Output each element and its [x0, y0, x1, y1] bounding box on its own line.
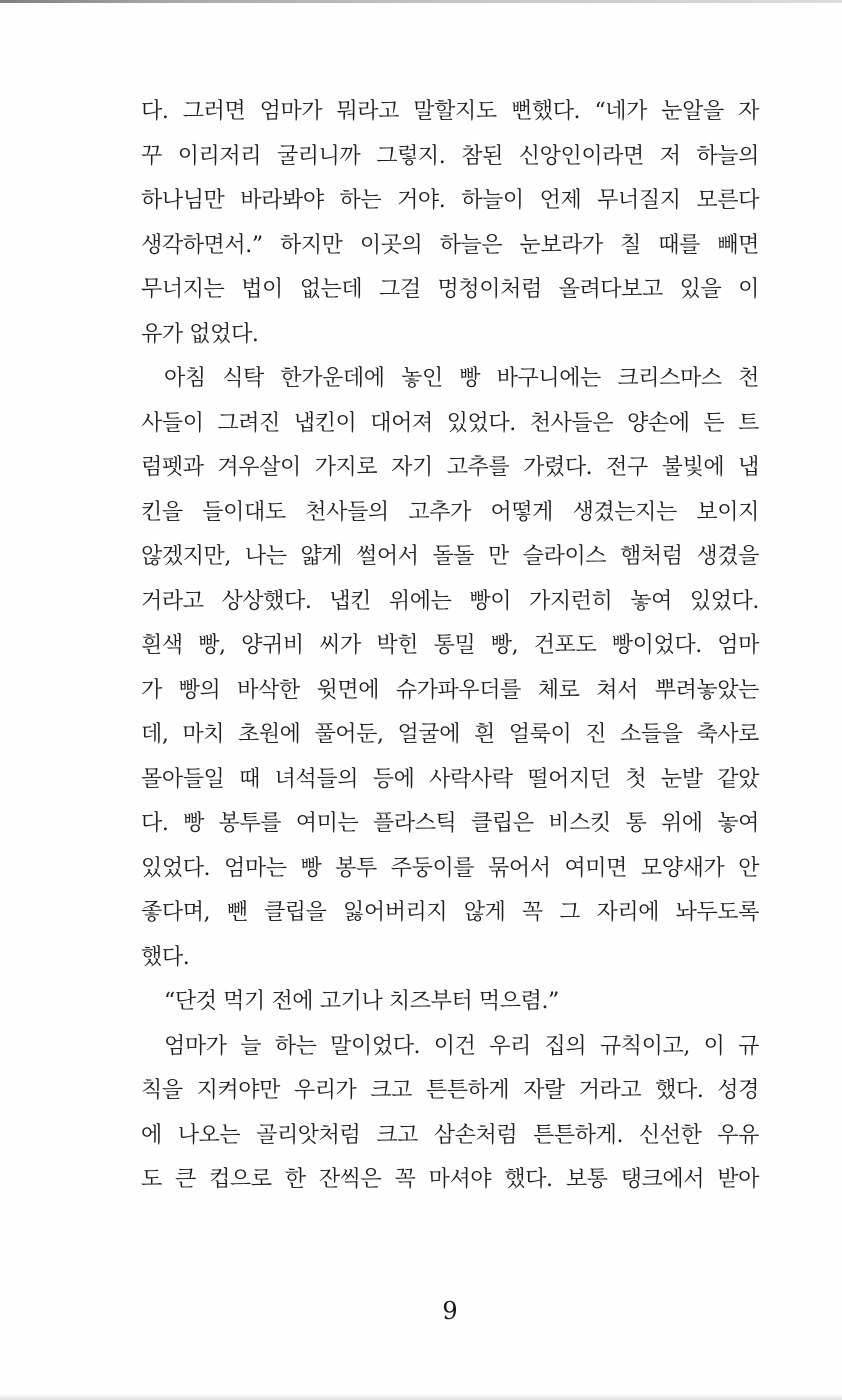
text-line: 유가 없었다. [141, 321, 259, 347]
text-line: 생각하면서.” 하지만 이곳의 하늘은 눈보라가 칠 때를 빼면 [141, 232, 759, 258]
text-line: 다. 그러면 엄마가 뭐라고 말할지도 뻔했다. “네가 눈알을 자 [141, 99, 759, 124]
text-line: 않겠지만, 나는 얇게 썰어서 돌돌 만 슬라이스 햄처럼 생겼을 [141, 544, 759, 569]
text-line: 데, 마치 초원에 풀어둔, 얼굴에 흰 얼룩이 진 소들을 축사로 [141, 722, 759, 747]
text-line: 좋다며, 뺀 클립을 잃어버리지 않게 꼭 그 자리에 놔두도록 [141, 900, 759, 925]
text-line: “단것 먹기 전에 고기나 치즈부터 먹으렴.” [164, 989, 559, 1014]
text-line: 엄마가 늘 하는 말이었다. 이건 우리 집의 규칙이고, 이 규 [164, 1033, 759, 1059]
text-line: 가 빵의 바삭한 윗면에 슈가파우더를 체로 쳐서 뿌려놓았는 [141, 677, 759, 703]
scan-edge-bottom [0, 1395, 842, 1400]
text-line: 무너지는 법이 없는데 그걸 멍청이처럼 올려다보고 있을 이 [141, 277, 759, 302]
page-number: 9 [442, 1297, 458, 1325]
text-line: 도 큰 컵으로 한 잔씩은 꼭 마셔야 했다. 보통 탱크에서 받아 [141, 1167, 759, 1192]
text-line: 킨을 들이대도 천사들의 고추가 어떻게 생겼는지는 보이지 [141, 499, 759, 525]
text-line: 했다. [141, 944, 190, 970]
text-line: 꾸 이리저리 굴리니까 그렇지. 참된 신앙인이라면 저 하늘의 [141, 143, 759, 169]
text-line: 다. 빵 봉투를 여미는 플라스틱 클립은 비스킷 통 위에 놓여 [141, 811, 759, 836]
text-line: 칙을 지켜야만 우리가 크고 튼튼하게 자랄 거라고 했다. 성경 [141, 1078, 759, 1103]
text-line: 에 나오는 골리앗처럼 크고 삼손처럼 튼튼하게. 신선한 우유 [141, 1122, 759, 1148]
scan-edge-top [0, 0, 842, 3]
text-line: 사들이 그려진 냅킨이 대어져 있었다. 천사들은 양손에 든 트 [141, 410, 759, 436]
text-line: 아침 식탁 한가운데에 놓인 빵 바구니에는 크리스마스 천 [164, 366, 759, 391]
text-line: 있었다. 엄마는 빵 봉투 주둥이를 묶어서 여미면 모양새가 안 [141, 855, 759, 881]
text-line: 흰색 빵, 양귀비 씨가 박힌 통밀 빵, 건포도 빵이었다. 엄마 [141, 633, 759, 658]
body-text [141, 90, 759, 1203]
text-line: 몰아들일 때 녀석들의 등에 사락사락 떨어지던 첫 눈발 같았 [141, 766, 759, 792]
text-line: 하나님만 바라봐야 하는 거야. 하늘이 언제 무너질지 모른다 [141, 188, 759, 213]
text-line: 거라고 상상했다. 냅킨 위에는 빵이 가지런히 놓여 있었다. [141, 588, 759, 614]
text-line: 럼펫과 겨우살이 가지로 자기 고추를 가렸다. 전구 불빛에 냅 [141, 455, 759, 480]
